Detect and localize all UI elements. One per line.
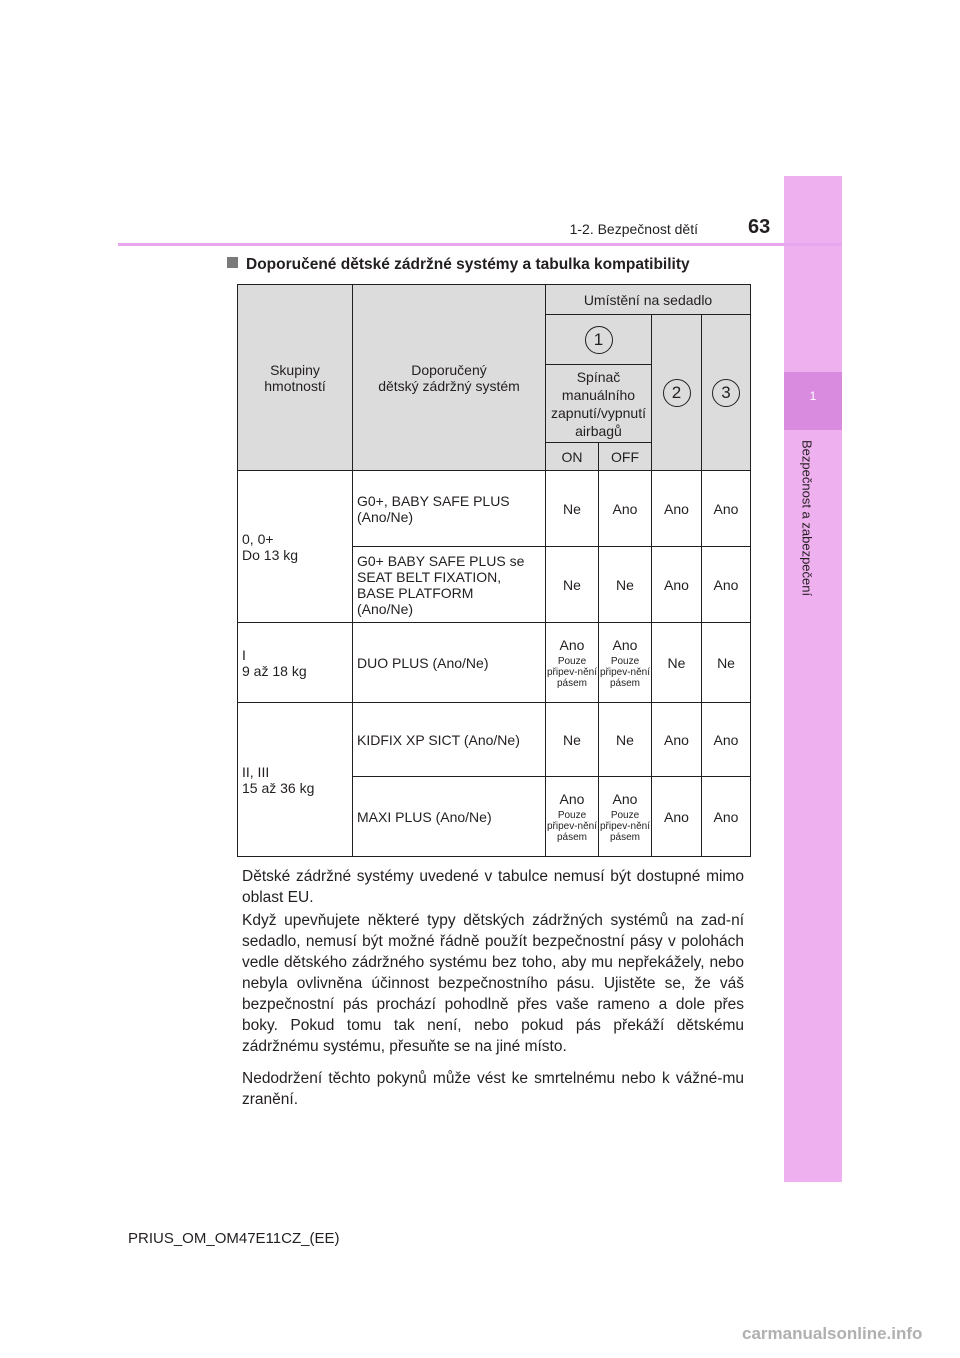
document-code: PRIUS_OM_OM47E11CZ_(EE) — [128, 1230, 340, 1247]
seat-3-cell: Ano — [702, 471, 751, 547]
system-cell: MAXI PLUS (Ano/Ne) — [353, 777, 546, 857]
paragraph-seat-belts: Když upevňujete některé typy dětských zádržných systémů na zad-ní sedadlo, nemusí být možné řádně použít bezpečnostní pásy v polohách vedle dětského zádržného systému bez toho, aby mu nepřekážely, nebo nebyla ovlivněna účinnost bezpečnostního pásu. Ujistěte se, že váš bezpečnostní pás prochází pohodlně přes vaše rameno a dole přes boky. Pokud tomu tak není, nebo pokud pás překáží dětskému zádržnému systému, přesuňte se na jiné místo. — [242, 912, 744, 1055]
header-seat-1 — [546, 315, 652, 365]
seat-2-cell: Ne — [652, 623, 702, 703]
seat-1-off-cell — [599, 703, 652, 777]
header-weight-group: Skupiny hmotností — [238, 285, 353, 471]
heading-square-icon — [227, 257, 238, 268]
weight-group-cell: I 9 až 18 kg — [238, 623, 353, 703]
compat-value: Ne — [563, 576, 581, 593]
seat-3-cell: Ano — [702, 703, 751, 777]
header-seat-3 — [702, 315, 751, 471]
seat-1-off-cell — [599, 471, 652, 547]
watermark: carmanualsonline.info — [742, 1324, 923, 1343]
header-on: ON — [546, 443, 599, 471]
paragraph-availability: Dětské zádržné systémy uvedené v tabulce nemusí být dostupné mimo oblast EU. — [242, 868, 744, 906]
paragraph-warning: Nedodržení těchto pokynů může vést ke smrtelnému nebo k vážné-mu zranění. — [242, 1070, 744, 1108]
header-seat-location: Umístění na sedadlo — [546, 285, 751, 315]
chapter-number: 1 — [809, 389, 817, 403]
header-seat-2 — [652, 315, 702, 471]
seat-1-on-cell — [546, 703, 599, 777]
seat-2-cell: Ano — [652, 777, 702, 857]
seat-1-on-cell — [546, 547, 599, 623]
header-recommended-system: Doporučený dětský zádržný systém — [353, 285, 546, 471]
compat-note: Pouze připev-nění pásem — [599, 809, 651, 843]
table-row — [238, 623, 751, 703]
seat-1-off-cell — [599, 623, 652, 703]
chapter-title-vertical: Bezpečnost a zabezpečení — [799, 440, 815, 597]
compat-value: Ano — [612, 500, 638, 517]
seat-3-cell: Ne — [702, 623, 751, 703]
compat-value: Ne — [563, 500, 581, 517]
weight-group-cell: 0, 0+ Do 13 kg — [238, 471, 353, 623]
table-row — [238, 703, 751, 777]
compatibility-table — [237, 284, 751, 857]
weight-group-cell: II, III 15 až 36 kg — [238, 703, 353, 857]
system-cell: DUO PLUS (Ano/Ne) — [353, 623, 546, 703]
compat-value: Ano — [559, 636, 585, 653]
compat-value: Ne — [616, 731, 634, 748]
compat-value: Ne — [616, 576, 634, 593]
compat-note: Pouze připev-nění pásem — [546, 655, 598, 689]
page-number: 63 — [748, 216, 771, 238]
seat-1-off-cell — [599, 547, 652, 623]
seat-3-cell: Ano — [702, 777, 751, 857]
header-off: OFF — [599, 443, 652, 471]
seat-1-off-cell — [599, 777, 652, 857]
system-cell: KIDFIX XP SICT (Ano/Ne) — [353, 703, 546, 777]
header-rule — [118, 243, 842, 246]
system-cell: G0+ BABY SAFE PLUS se SEAT BELT FIXATION, BASE PLATFORM (Ano/Ne) — [353, 547, 546, 623]
compat-note: Pouze připev-nění pásem — [546, 809, 598, 843]
seat-1-circle-icon: 1 — [585, 326, 613, 354]
seat-1-on-cell — [546, 471, 599, 547]
seat-3-circle-icon: 3 — [712, 379, 740, 407]
table-row — [238, 471, 751, 547]
header-airbag-switch: Spínač manuálního zapnutí/vypnutí airbagů — [546, 365, 652, 443]
compat-value: Ano — [612, 636, 638, 653]
compat-value: Ano — [559, 790, 585, 807]
compat-value: Ne — [563, 731, 581, 748]
seat-3-cell: Ano — [702, 547, 751, 623]
seat-2-cell: Ano — [652, 703, 702, 777]
seat-1-on-cell — [546, 777, 599, 857]
seat-2-cell: Ano — [652, 547, 702, 623]
compat-value: Ano — [612, 790, 638, 807]
seat-1-on-cell — [546, 623, 599, 703]
section-heading: Doporučené dětské zádržné systémy a tabulka kompatibility — [227, 256, 690, 274]
seat-2-cell: Ano — [652, 471, 702, 547]
chapter-sidebar — [784, 176, 842, 1182]
compat-note: Pouze připev-nění pásem — [599, 655, 651, 689]
system-cell: G0+, BABY SAFE PLUS (Ano/Ne) — [353, 471, 546, 547]
section-label: 1-2. Bezpečnost dětí — [569, 221, 698, 237]
seat-2-circle-icon: 2 — [663, 379, 691, 407]
